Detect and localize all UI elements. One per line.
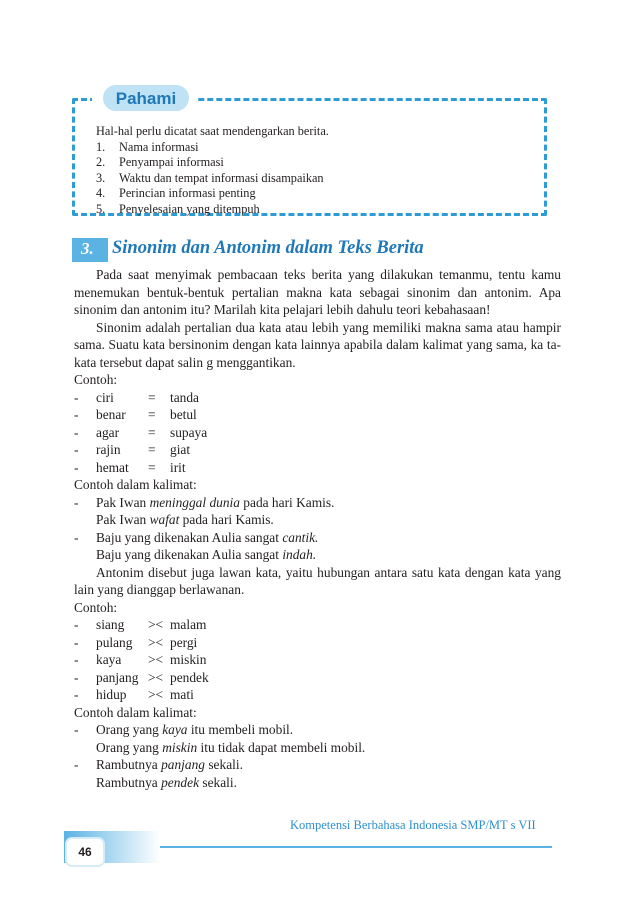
sinonim-pair-row [74, 459, 561, 477]
sentence-text: Rambutnya [96, 757, 162, 772]
pahami-badge [92, 80, 196, 116]
list-dash: - [74, 407, 79, 422]
sentence-keyword: meninggal dunia [149, 494, 240, 510]
paragraph-sinonim: Sinonim adalah pertalian dua kata atau lebih yang memiliki makna sama atau hampir sama. Suatu kata bersinonim dengan kata lainnya apabila dalam kalimat yang sama, ka ta-kata tersebut dapat salin g menggantikan. [74, 319, 561, 370]
sinonim-pair-word: rajin [96, 442, 121, 457]
antonim-pair-row [74, 669, 561, 687]
antonim-pair-counterpart: miskin [170, 652, 207, 667]
sentence-keyword: kaya [162, 722, 188, 737]
antonim-pair-operator: >< [148, 634, 164, 650]
contoh-label: Contoh: [74, 372, 118, 387]
pahami-item-number: 4. [96, 186, 106, 201]
sinonim-pair-operator: = [148, 424, 156, 440]
sentence-keyword: indah. [282, 547, 317, 562]
sentence-text: sekali. [205, 757, 243, 772]
sinonim-pair-list [74, 389, 561, 477]
pahami-intro: Hal-hal perlu dicatat saat mendengarkan berita. [96, 124, 329, 138]
section-number: 3. [81, 239, 94, 258]
pahami-list-item [96, 202, 329, 218]
antonim-example-list [74, 721, 561, 791]
antonim-pair-counterpart: pendek [170, 669, 209, 685]
antonim-pair-word: siang [96, 617, 125, 632]
pahami-item-text: Perincian informasi penting [119, 186, 256, 201]
list-dash: - [74, 687, 79, 702]
sentence-text: Orang yang [96, 739, 163, 755]
antonim-pair-word: hidup [96, 687, 127, 702]
list-dash: - [74, 757, 79, 772]
antonim-example-sentence-pair [74, 774, 561, 792]
pahami-item-number: 1. [96, 139, 106, 154]
sinonim-pair-counterpart: supaya [170, 424, 208, 440]
antonim-pair-word: panjang [96, 669, 139, 685]
page-number: 46 [67, 839, 103, 865]
sentence-text: Rambutnya [96, 774, 162, 790]
sinonim-pair-word: agar [96, 424, 120, 440]
contoh-kalimat-label: Contoh dalam kalimat: [74, 477, 197, 492]
antonim-pair-operator: >< [148, 687, 164, 702]
list-dash: - [74, 494, 79, 510]
antonim-pair-operator: >< [148, 652, 164, 667]
sentence-text: sekali. [199, 774, 237, 790]
pahami-item-number: 5. [96, 201, 106, 216]
sentence-text: pada hari Kamis. [239, 494, 335, 510]
pahami-item-text: Penyampai informasi [119, 155, 224, 170]
paragraph-antonim: Antonim disebut juga lawan kata, yaitu hubungan antara satu kata dengan kata yang lain yang dianggap berlawanan. [74, 564, 561, 597]
antonim-pair-counterpart: malam [170, 617, 207, 632]
pahami-content [96, 124, 329, 218]
pahami-item-number: 3. [96, 170, 106, 185]
sinonim-pair-row [74, 441, 561, 459]
sinonim-example-sentence-pair [74, 546, 561, 564]
antonim-example-sentence-pair [74, 739, 561, 757]
list-dash: - [74, 459, 79, 475]
antonim-pair-operator: >< [148, 669, 164, 685]
list-dash: - [74, 529, 79, 545]
antonim-example-sentence [74, 721, 561, 739]
paragraph-intro: Pada saat menyimak pembacaan teks berita yang dilakukan temanmu, tentu kamu menemukan bentuk-bentuk pertalian makna kata sebagai sinonim dan antonim. Apa sinonim dan antonim itu? Marilah kita pelajari lebih dahulu teori kebahasaan! [74, 267, 561, 317]
pahami-list-item [96, 155, 329, 171]
antonim-pair-word: pulang [96, 634, 133, 650]
sentence-text: pada hari Kamis. [179, 512, 274, 527]
sinonim-pair-counterpart: irit [170, 459, 186, 475]
sentence-keyword: wafat [149, 512, 180, 527]
list-dash: - [74, 442, 79, 457]
antonim-pair-row [74, 634, 561, 652]
sentence-text: Pak Iwan [96, 494, 150, 510]
pahami-item-text: Waktu dan tempat informasi disampaikan [119, 170, 324, 185]
antonim-pair-row [74, 686, 561, 704]
antonim-pair-word: kaya [96, 652, 122, 667]
sentence-text: itu membeli mobil. [187, 722, 294, 737]
pahami-item-number: 2. [96, 155, 106, 170]
sinonim-example-sentence-pair [74, 511, 561, 529]
sentence-text: Baju yang dikenakan Aulia sangat [96, 547, 283, 562]
pahami-list [96, 140, 329, 218]
section-number-block [72, 238, 108, 262]
pahami-item-text: Nama informasi [119, 139, 199, 154]
sinonim-pair-counterpart: tanda [170, 389, 199, 405]
main-content [74, 266, 561, 791]
sinonim-pair-word: ciri [96, 389, 114, 405]
sinonim-pair-word: benar [96, 407, 126, 422]
sinonim-pair-counterpart: betul [170, 407, 197, 422]
sentence-text: Pak Iwan [96, 512, 150, 527]
antonim-pair-row [74, 651, 561, 669]
section-title: Sinonim dan Antonim dalam Teks Berita [112, 238, 424, 258]
sinonim-pair-row [74, 389, 561, 407]
sentence-text: Orang yang [96, 722, 163, 737]
list-dash: - [74, 424, 79, 440]
pahami-item-text: Penyelesaian yang ditempuh [119, 201, 260, 216]
sentence-keyword: pendek [161, 774, 200, 790]
antonim-pair-row [74, 616, 561, 634]
antonim-pair-counterpart: mati [170, 687, 194, 702]
sinonim-pair-operator: = [148, 389, 156, 405]
pahami-list-item [96, 140, 329, 156]
list-dash: - [74, 389, 79, 405]
list-dash: - [74, 722, 79, 737]
sentence-keyword: cantik. [282, 529, 319, 545]
antonim-pair-counterpart: pergi [170, 634, 198, 650]
sinonim-pair-row [74, 424, 561, 442]
sinonim-pair-operator: = [148, 442, 156, 457]
list-dash: - [74, 652, 79, 667]
sinonim-example-sentence [74, 529, 561, 547]
sinonim-example-sentence [74, 494, 561, 512]
antonim-example-sentence [74, 756, 561, 774]
sentence-keyword: miskin [162, 739, 198, 755]
contoh-kalimat-label-2: Contoh dalam kalimat: [74, 704, 197, 720]
antonim-pair-list [74, 616, 561, 704]
sinonim-pair-operator: = [148, 407, 156, 422]
contoh-label-2: Contoh: [74, 599, 118, 615]
sinonim-pair-row [74, 406, 561, 424]
antonim-pair-operator: >< [148, 617, 164, 632]
pahami-list-item [96, 186, 329, 202]
pahami-list-item [96, 171, 329, 187]
footer-divider [160, 846, 552, 848]
sinonim-pair-operator: = [148, 459, 156, 475]
sinonim-example-list [74, 494, 561, 564]
pahami-badge-label: Pahami [115, 89, 177, 108]
list-dash: - [74, 634, 79, 650]
sinonim-pair-counterpart: giat [170, 442, 191, 457]
list-dash: - [74, 669, 79, 685]
sentence-keyword: panjang [161, 757, 205, 772]
sentence-text: Baju yang dikenakan Aulia sangat [96, 529, 283, 545]
sentence-text: itu tidak dapat membeli mobil. [197, 739, 366, 755]
list-dash: - [74, 617, 79, 632]
sinonim-pair-word: hemat [96, 459, 129, 475]
footer-book-title: Kompetensi Berbahasa Indonesia SMP/MT s VII [290, 818, 536, 832]
